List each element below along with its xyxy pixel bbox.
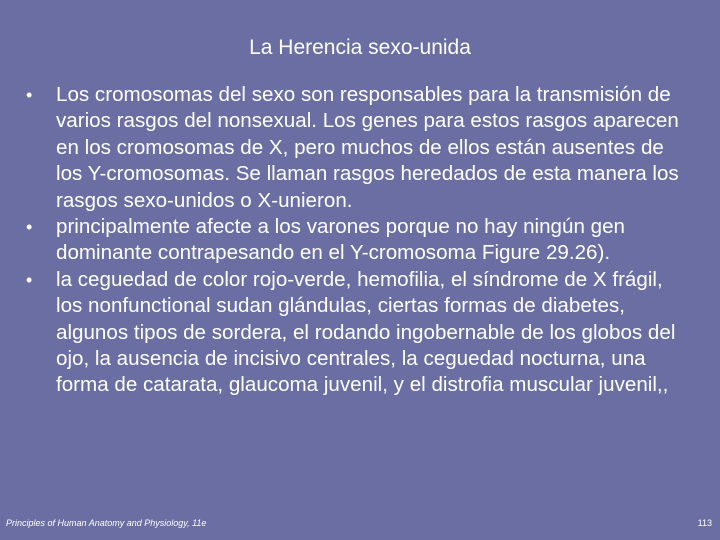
bullet-item xyxy=(26,214,686,267)
bullet-list xyxy=(26,82,686,399)
bullet-text: Los cromosomas del sexo son responsables para la transmisión de varios rasgos del nonsexual. Los genes para estos rasgos aparecen en los cromosomas de X, pero muchos de ellos están ausentes de los Y-cromosomas. Se llaman rasgos heredados de esta manera los rasgos sexo-unidos o X-unieron. xyxy=(56,83,679,212)
slide-title: La Herencia sexo-unida xyxy=(249,36,471,59)
bullet-text: principalmente afecte a los varones porque no hay ningún gen dominante contrapesando en el Y-cromosoma Figure 29.26). xyxy=(56,215,626,265)
bullet-marker-icon: • xyxy=(26,269,33,290)
bullet-item xyxy=(26,82,686,214)
footer-citation: Principles of Human Anatomy and Physiology, 11e xyxy=(6,518,207,528)
bullet-marker-icon: • xyxy=(26,217,33,238)
page-number: 113 xyxy=(697,518,712,528)
bullet-item xyxy=(26,267,686,399)
bullet-marker-icon: • xyxy=(26,85,33,105)
bullet-text: la ceguedad de color rojo-verde, hemofilia, el síndrome de X frágil, los nonfunctional sudan glándulas, ciertas formas de diabetes, algunos tipos de sordera, el rodando ingobernable de los globos del ojo, la ausencia de incisivo centrales, la ceguedad nocturna, una forma de catarata, glaucoma juvenil, y el distrofia muscular juvenil,, xyxy=(56,267,676,397)
